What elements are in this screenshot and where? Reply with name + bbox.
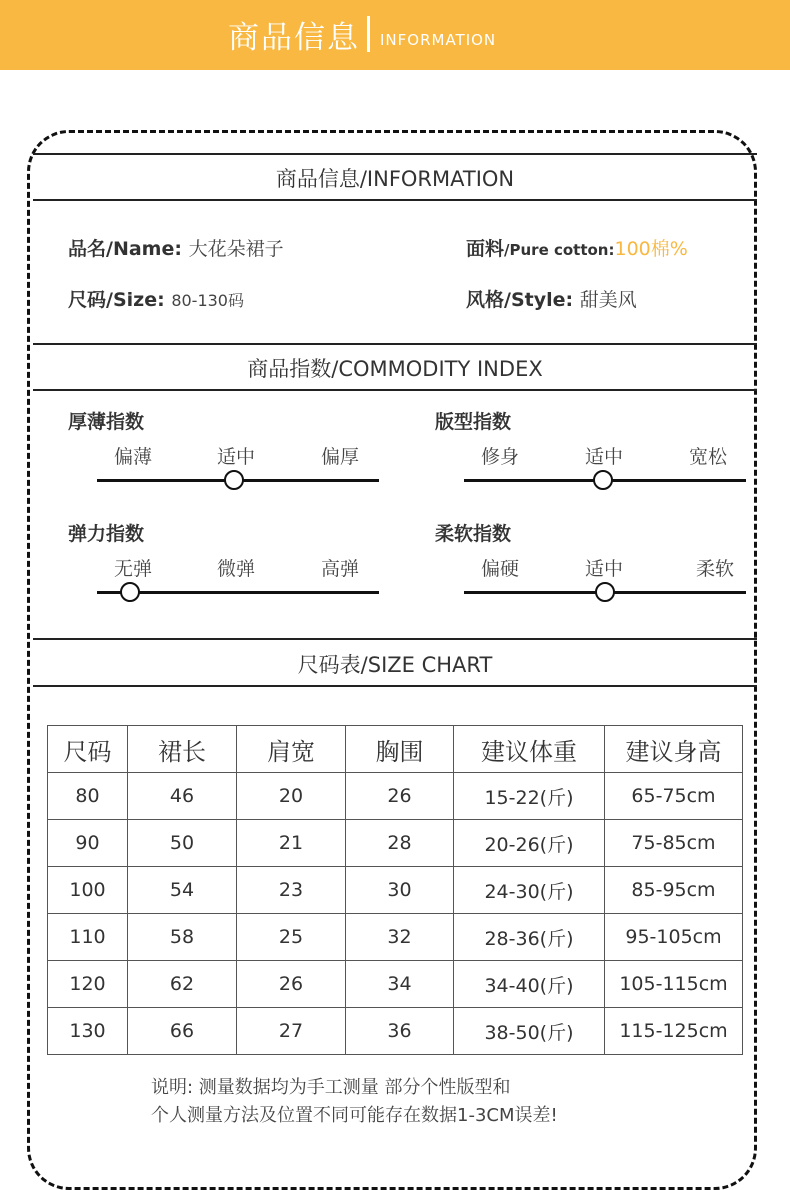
table-cell: 15-22(斤)	[454, 773, 605, 820]
table-cell: 95-105cm	[605, 914, 743, 961]
thickness-option: 偏厚	[320, 446, 360, 468]
elasticity-option: 无弹	[113, 558, 153, 580]
thickness-index-title: 厚薄指数	[68, 411, 145, 433]
table-cell: 32	[346, 914, 454, 961]
table-cell: 120	[48, 961, 128, 1008]
table-row	[48, 820, 743, 867]
table-cell: 62	[128, 961, 237, 1008]
column-header: 建议体重	[454, 726, 605, 773]
elasticity-index-title: 弹力指数	[68, 523, 145, 545]
fit-index-title: 版型指数	[435, 411, 512, 433]
column-header: 肩宽	[237, 726, 346, 773]
column-header: 建议身高	[605, 726, 743, 773]
divider	[33, 153, 757, 155]
table-cell: 30	[346, 867, 454, 914]
name-row	[68, 234, 284, 261]
column-header: 裙长	[128, 726, 237, 773]
softness-slider-knob	[595, 582, 615, 602]
size-chart-table	[47, 725, 743, 1055]
table-cell: 36	[346, 1008, 454, 1055]
table-cell: 85-95cm	[605, 867, 743, 914]
table-cell: 25	[237, 914, 346, 961]
name-value: 大花朵裙子	[188, 238, 284, 260]
table-header-row	[48, 726, 743, 773]
column-header: 胸围	[346, 726, 454, 773]
table-row	[48, 914, 743, 961]
table-cell: 26	[237, 961, 346, 1008]
fit-option: 适中	[584, 446, 624, 468]
softness-option: 适中	[584, 558, 624, 580]
info-section-title: 商品信息/INFORMATION	[275, 167, 515, 191]
table-cell: 20-26(斤)	[454, 820, 605, 867]
table-cell: 110	[48, 914, 128, 961]
softness-option: 偏硬	[480, 558, 520, 580]
fabric-sublabel: /Pure cotton:	[504, 241, 615, 259]
table-cell: 105-115cm	[605, 961, 743, 1008]
table-cell: 24-30(斤)	[454, 867, 605, 914]
table-cell: 65-75cm	[605, 773, 743, 820]
style-value: 甜美风	[579, 289, 637, 311]
table-cell: 27	[237, 1008, 346, 1055]
table-cell: 90	[48, 820, 128, 867]
table-cell: 34-40(斤)	[454, 961, 605, 1008]
note-line: 说明: 测量数据均为手工测量 部分个性版型和	[151, 1077, 511, 1098]
note-line: 个人测量方法及位置不同可能存在数据1-3CM误差!	[151, 1105, 558, 1126]
table-cell: 75-85cm	[605, 820, 743, 867]
table-cell: 80	[48, 773, 128, 820]
style-row	[466, 285, 637, 312]
table-row	[48, 961, 743, 1008]
divider	[33, 638, 757, 640]
table-cell: 20	[237, 773, 346, 820]
table-cell: 50	[128, 820, 237, 867]
banner-divider	[367, 16, 370, 52]
fabric-label: 面料	[466, 238, 505, 260]
table-cell: 26	[346, 773, 454, 820]
style-label: 风格/Style:	[466, 289, 574, 311]
divider	[33, 685, 757, 687]
name-label: 品名/Name:	[68, 238, 182, 260]
softness-option: 柔软	[695, 558, 735, 580]
banner-subtitle: INFORMATION	[380, 31, 497, 49]
header-banner	[0, 0, 790, 70]
fit-option: 宽松	[688, 446, 728, 468]
table-cell: 130	[48, 1008, 128, 1055]
banner-title: 商品信息	[228, 20, 360, 56]
table-cell: 34	[346, 961, 454, 1008]
column-header: 尺码	[48, 726, 128, 773]
size-value: 80-130码	[171, 291, 244, 310]
size-row	[68, 285, 244, 312]
table-row	[48, 867, 743, 914]
thickness-option: 适中	[216, 446, 256, 468]
table-cell: 38-50(斤)	[454, 1008, 605, 1055]
elasticity-slider-knob	[120, 582, 140, 602]
size-label: 尺码/Size:	[68, 289, 165, 311]
table-cell: 58	[128, 914, 237, 961]
table-cell: 23	[237, 867, 346, 914]
divider	[33, 343, 757, 345]
table-cell: 54	[128, 867, 237, 914]
elasticity-option: 高弹	[320, 558, 360, 580]
thickness-option: 偏薄	[113, 446, 153, 468]
elasticity-option: 微弹	[216, 558, 256, 580]
size-chart-title: 尺码表/SIZE CHART	[297, 653, 493, 677]
table-row	[48, 1008, 743, 1055]
table-cell: 46	[128, 773, 237, 820]
table-cell: 21	[237, 820, 346, 867]
table-cell: 100	[48, 867, 128, 914]
fit-slider-knob	[593, 470, 613, 490]
fabric-row	[466, 234, 688, 261]
thickness-slider-knob	[224, 470, 244, 490]
table-cell: 28	[346, 820, 454, 867]
index-section-title: 商品指数/COMMODITY INDEX	[247, 357, 543, 381]
divider	[33, 199, 757, 201]
fabric-value: 100棉%	[614, 238, 688, 260]
table-row	[48, 773, 743, 820]
table-cell: 115-125cm	[605, 1008, 743, 1055]
table-cell: 66	[128, 1008, 237, 1055]
table-cell: 28-36(斤)	[454, 914, 605, 961]
softness-index-title: 柔软指数	[435, 523, 512, 545]
divider	[33, 389, 757, 391]
fit-option: 修身	[480, 446, 520, 468]
